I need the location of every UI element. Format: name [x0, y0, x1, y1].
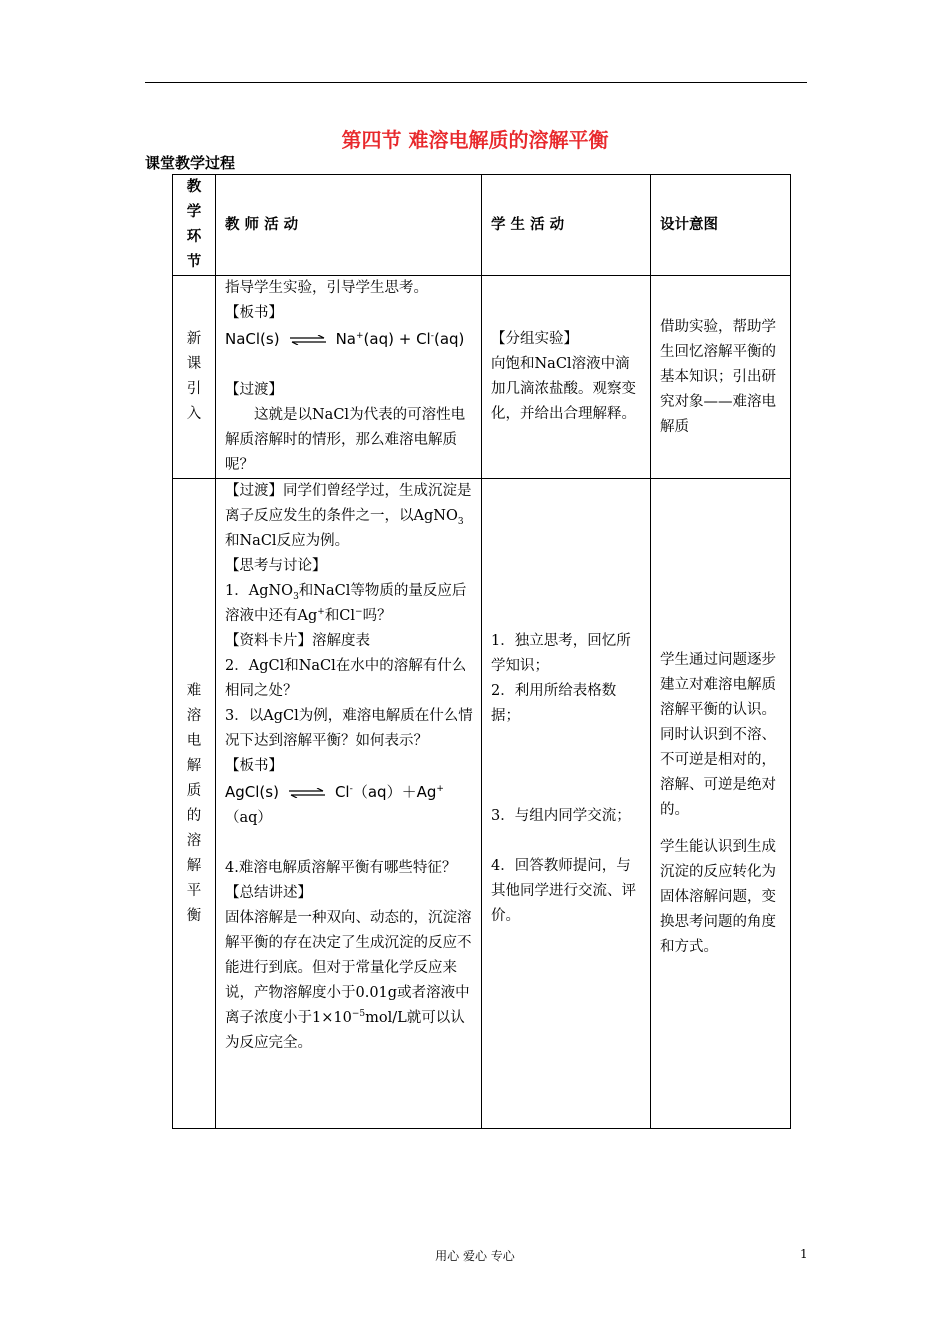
page-number: 1	[800, 1247, 808, 1261]
student-step-2: 2．利用所给表格数据；	[491, 682, 617, 724]
transition-label: 【过渡】	[225, 382, 283, 398]
experiment-text: 向饱和NaCl溶液中滴加几滴浓盐酸。观察变化，并给出合理解释。	[491, 356, 636, 422]
question-3: 3．以AgCl为例，难溶电解质在什么情况下达到溶解平衡？如何表示？	[225, 708, 473, 749]
student-activity-equilibrium	[482, 479, 651, 1129]
question-4: 4.难溶电解质溶解平衡有哪些特征？	[225, 860, 457, 876]
section-subtitle: 课堂教学过程	[145, 154, 236, 172]
summary-text: 固体溶解是一种双向、动态的，沉淀溶解平衡的存在决定了生成沉淀的反应不能进行到底。但对于常量化学反应来说，产物溶解度小于0.01g或者溶液中离子浓度小于$1\times 10^{-5}mol/L$就可以认为反应完全。	[225, 910, 472, 1051]
agcl-equation	[225, 779, 473, 806]
transition-text: 这就是以NaCl为代表的可溶性电解质溶解时的情形，那么难溶电解质呢？	[225, 407, 466, 473]
equation-right: Na+(aq) + Cl-(aq)	[335, 330, 465, 348]
page-footer: 用心 爱心 专心	[435, 1249, 515, 1263]
nacl-equation	[225, 326, 473, 353]
equation-left: NaCl(s)	[225, 330, 280, 348]
header-design: 设计意图	[651, 175, 791, 276]
header-student: 学 生 活 动	[482, 175, 651, 276]
table-row-equilibrium	[173, 479, 791, 1129]
board-label: 【板书】	[225, 305, 283, 321]
equation-left: AgCl(s)	[225, 783, 279, 801]
student-step-3: 3．与组内同学交流；	[491, 807, 631, 824]
teacher-activity-intro	[216, 276, 482, 479]
equation-right: Cl-（aq）＋Ag+	[334, 783, 444, 801]
design-text-1: 学生通过问题逐步建立对难溶电解质溶解平衡的认识。同时认识到不溶、不可逆是相对的，溶解、可逆是绝对的。	[660, 651, 776, 818]
page-title: 第四节 难溶电解质的溶解平衡	[341, 128, 609, 152]
table-header-row	[173, 175, 791, 276]
student-activity-intro	[482, 276, 651, 479]
stage-equilibrium: 难溶电解质的溶解平衡	[173, 479, 216, 1129]
student-step-1: 1．独立思考，回忆所学知识；	[491, 632, 631, 674]
lesson-table	[172, 174, 791, 1129]
group-experiment-label: 【分组实验】	[491, 331, 578, 347]
design-intent-equilibrium	[651, 479, 791, 1129]
board-label: 【板书】	[225, 758, 283, 774]
equilibrium-arrow-icon	[289, 788, 325, 798]
stage-intro: 新课引入	[173, 276, 216, 479]
design-intent-intro: 借助实验，帮助学生回忆溶解平衡的基本知识；引出研究对象——难溶电解质	[651, 276, 791, 479]
design-text-2: 学生能认识到生成沉淀的反应转化为固体溶解问题，变换思考问题的角度和方式。	[660, 838, 776, 955]
student-step-4: 4．回答教师提问，与其他同学进行交流、评价。	[491, 857, 636, 924]
question-2: 2．AgCl和NaCl在水中的溶解有什么相同之处？	[225, 658, 467, 699]
header-stage: 教学环节	[173, 175, 216, 276]
summary-label: 【总结讲述】	[225, 885, 312, 901]
question-1: 1．AgNO$_3$和NaCl等物质的量反应后溶液中还有Ag+和Cl−吗？	[225, 583, 467, 624]
header-rule	[145, 82, 807, 83]
header-teacher: 教 师 活 动	[216, 175, 482, 276]
teacher-line: 指导学生实验，引导学生思考。	[225, 280, 428, 296]
data-card: 【资料卡片】溶解度表	[225, 633, 370, 649]
transition-paragraph: 【过渡】同学们曾经学过，生成沉淀是离子反应发生的条件之一，以AgNO$_3$和NaCl反应为例。	[225, 483, 472, 549]
equilibrium-arrow-icon	[290, 335, 326, 345]
discussion-label: 【思考与讨论】	[225, 558, 327, 574]
table-row-intro	[173, 276, 791, 479]
equation-aq: （aq）	[225, 810, 272, 826]
teacher-activity-equilibrium	[216, 479, 482, 1129]
